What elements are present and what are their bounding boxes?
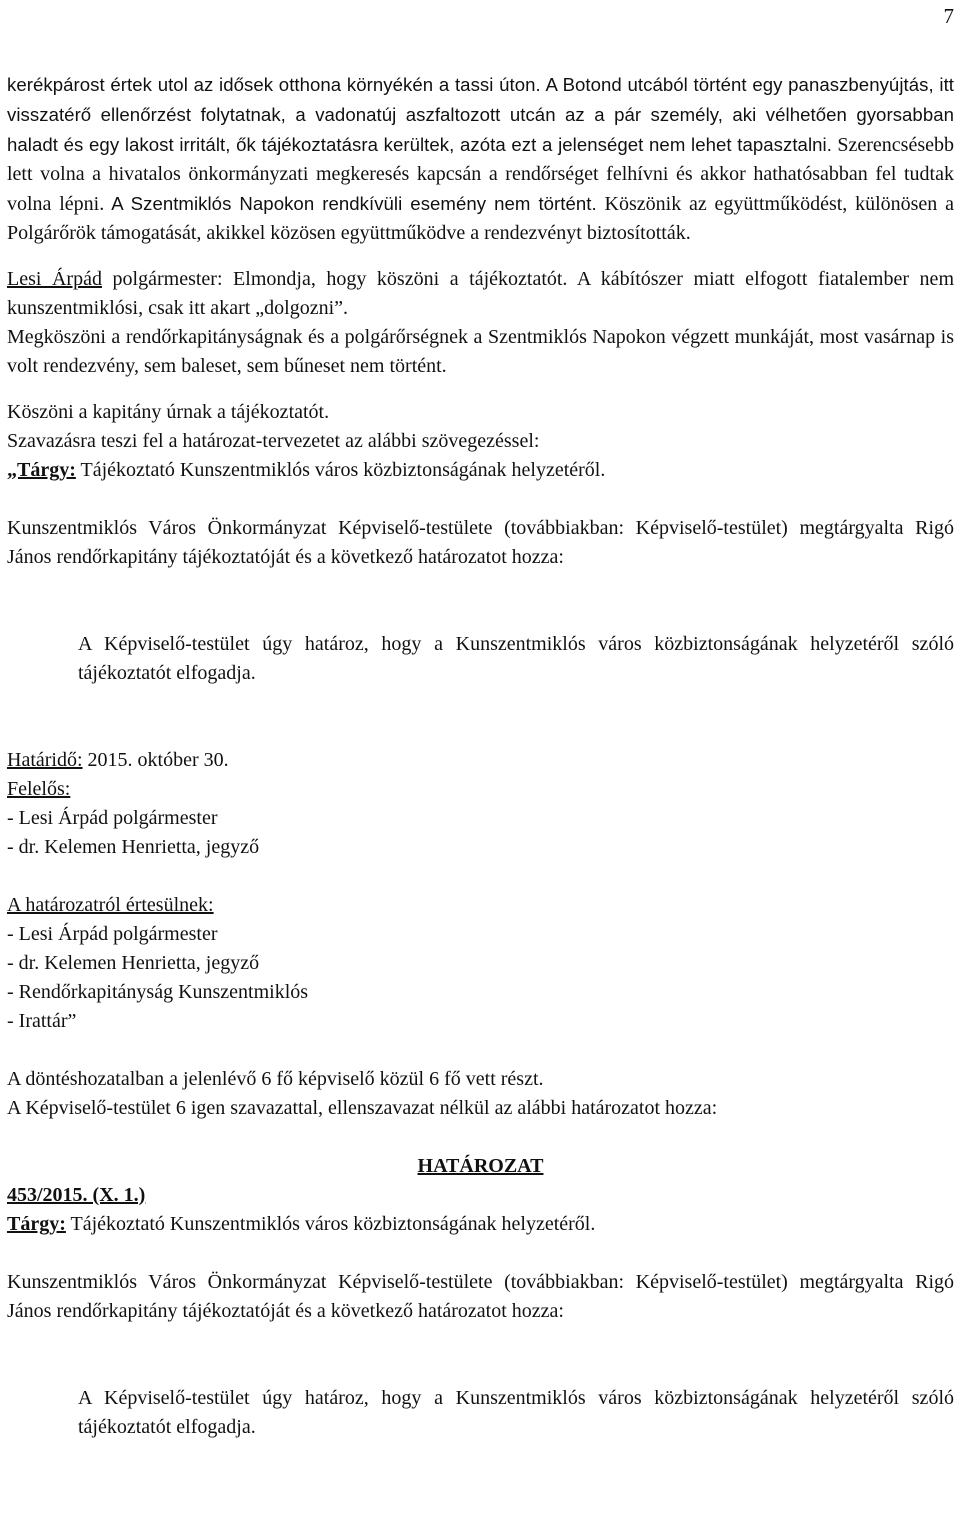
responsible-item: - dr. Kelemen Henrietta, jegyző [7,836,260,858]
responsible-item: - Lesi Árpád polgármester [7,807,218,829]
draft-subject-label: „Tárgy: [7,459,76,481]
notified-item: - Lesi Árpád polgármester [7,923,218,945]
page-number: 7 [943,4,954,28]
draft-intro: Kunszentmiklós Város Önkormányzat Képviselő-testülete (továbbiakban: Képviselő-testület) megtárgyalta Rigó János rendőrkapitány tájékoztatóját és a következő határozatot hozza: [7,517,954,568]
notified-item: - Irattár” [7,1010,77,1032]
resolution-subject-line [7,1210,954,1239]
vote-result-line: A Képviselő-testület 6 igen szavazattal, ellenszavazat nélkül az alábbi határozatot hozza: [7,1097,718,1119]
mayor-paragraph-2: Megköszöni a rendőrkapitányságnak és a polgárőrségnek a Szentmiklós Napokon végzett munkáját, most vasárnap is volt rendezvény, sem baleset, sem bűneset nem történt. [7,326,954,377]
notified-item: - dr. Kelemen Henrietta, jegyző [7,952,260,974]
resolution-title: HATÁROZAT [417,1155,544,1177]
report-text-d: Köszönik az együttműködést, különösen a Polgárőrök támogatását, akikkel közösen együttműködve a rendezvényt biztosították. [7,193,954,244]
resolution-decision: A Képviselő-testület úgy határoz, hogy a Kunszentmiklós város közbiztonságának helyzetéről szóló tájékoztatót elfogadja. [78,1387,954,1438]
speaker-name: Lesi Árpád [7,268,102,290]
resolution-subject-label: Tárgy: [7,1213,66,1235]
draft-decision: A Képviselő-testület úgy határoz, hogy a Kunszentmiklós város közbiztonságának helyzetéről szóló tájékoztatót elfogadja. [78,633,954,684]
deadline-label: Határidő: [7,749,83,771]
deadline-value: 2015. október 30. [82,749,229,771]
responsible-label: Felelős: [7,778,71,800]
document-body [7,70,954,1442]
mayor-paragraph [7,265,954,323]
vote-proposal-line: Szavazásra teszi fel a határozat-tervezetet az alábbi szövegezéssel: [7,430,540,452]
notified-item: - Rendőrkapitányság Kunszentmiklós [7,981,309,1003]
attendance-line: A döntéshozatalban a jelenlévő 6 fő képviselő közül 6 fő vett részt. [7,1068,544,1090]
report-text-a: kerékpárost értek utol az idősek otthona környékén a tassi úton. A Botond utcából történt egy panaszbenyújtás, itt visszatérő ellenőrzést folytatnak, a vadonatúj aszfaltozott utcán az a pár személy, aki vélhetően gyorsabban haladt és egy lakost irritált, ők tájékoztatásra kerültek, azóta ezt a jelenséget nem lehet tapasztalni. [7,74,954,155]
police-report-paragraph [7,70,954,248]
draft-subject-line [7,456,954,485]
report-text-c: A Szentmiklós Napokon rendkívüli esemény nem történt. [104,193,597,214]
mayor-text: polgármester: Elmondja, hogy köszöni a tájékoztatót. A kábítószer miatt elfogott fiatalember nem kunszentmiklósi, csak itt akart „dolgozni”. [7,268,954,319]
report-text-b: Szerencsésebb lett volna a hivatalos önkormányzati megkeresés kapcsán a rendőrséget felhívni és akkor hathatósabban fel tudtak volna lépni. [7,134,954,215]
resolution-subject-text: Tájékoztató Kunszentmiklós város közbiztonságának helyzetéről. [65,1213,596,1235]
notified-label: A határozatról értesülnek: [7,894,214,916]
resolution-number: 453/2015. (X. 1.) [7,1184,146,1206]
notified-label-line [7,891,954,920]
thanks-line: Köszöni a kapitány úrnak a tájékoztatót. [7,401,330,423]
deadline-line [7,746,954,775]
responsible-label-line [7,775,954,804]
draft-subject-text: Tájékoztató Kunszentmiklós város közbiztonságának helyzetéről. [75,459,606,481]
resolution-intro: Kunszentmiklós Város Önkormányzat Képviselő-testülete (továbbiakban: Képviselő-testület) megtárgyalta Rigó János rendőrkapitány tájékoztatóját és a következő határozatot hozza: [7,1271,954,1322]
